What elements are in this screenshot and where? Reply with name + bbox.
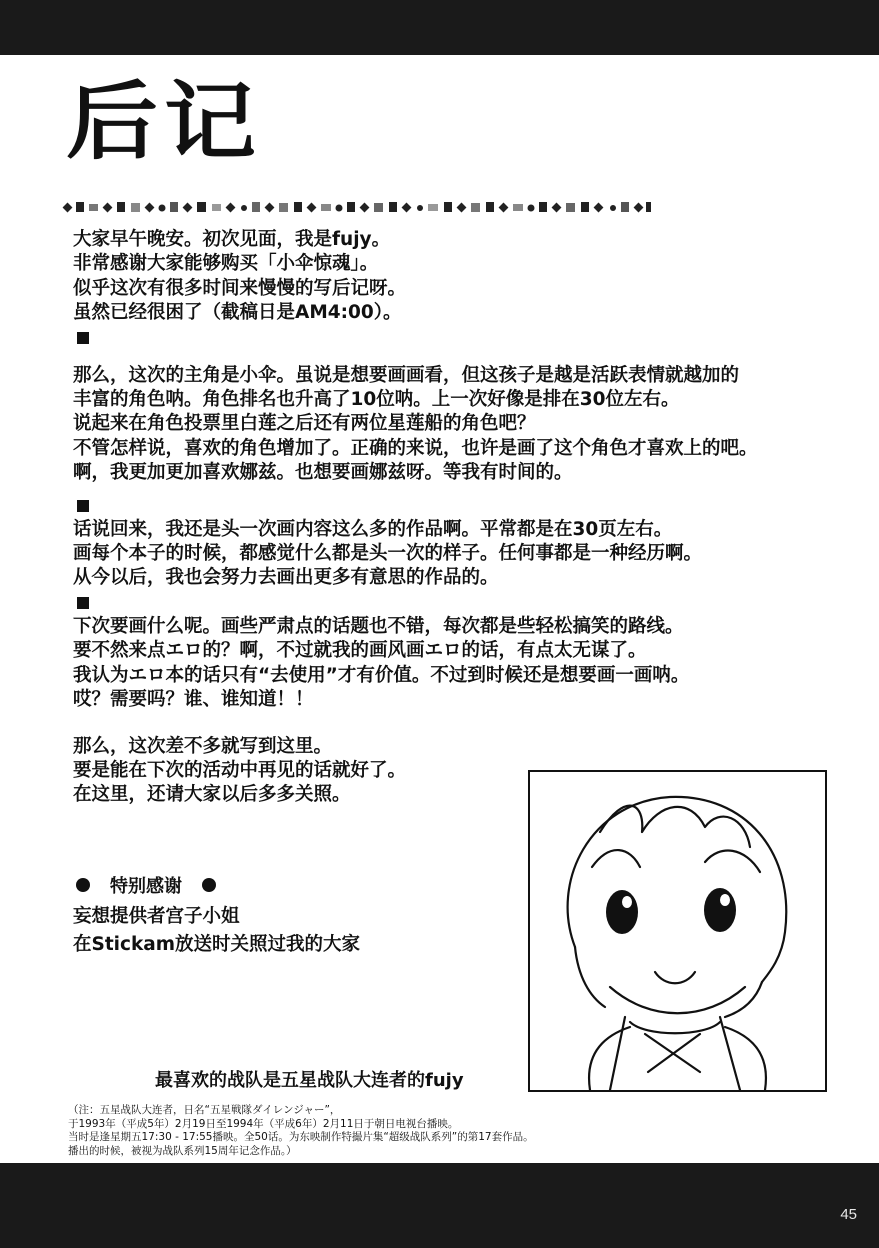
text-line: 啊，我更加更加喜欢娜兹。也想要画娜兹呀。等我有时间的。 bbox=[73, 462, 573, 484]
translator-note bbox=[68, 1104, 534, 1158]
text-line: 哎？需要吗？谁、谁知道！！ bbox=[73, 689, 314, 711]
character-drawing-icon bbox=[530, 772, 825, 1090]
text-line: 说起来在角色投票里白莲之后还有两位星莲船的角色吧？ bbox=[73, 413, 536, 435]
text-line: 似乎这次有很多时间来慢慢的写后记呀。 bbox=[73, 277, 407, 299]
text-line: 从今以后，我也会努力去画出更多有意思的作品的。 bbox=[73, 567, 499, 589]
decorative-divider bbox=[62, 197, 652, 217]
text-line: 在这里，还请大家以后多多关照。 bbox=[73, 784, 351, 806]
text-line: 下次要画什么呢。画些严肃点的话题也不错，每次都是些轻松搞笑的路线。 bbox=[73, 615, 684, 637]
note-line: 当时是逢星期五17:30 - 17:55播映。全50话。为东映制作特撮片集“超级战队系列”的第17套作品。 bbox=[68, 1131, 534, 1143]
bullet-dot-icon bbox=[76, 878, 90, 892]
text-line: 要不然来点エロ的？啊，不过就我的画风画エロ的话，有点太无谋了。 bbox=[73, 640, 647, 662]
afterword-body bbox=[73, 228, 863, 808]
page-title: 后记 bbox=[66, 72, 263, 172]
text-line: 话说回来，我还是头一次画内容这么多的作品啊。平常都是在30页左右。 bbox=[73, 518, 673, 540]
text-line: 画每个本子的时候，都感觉什么都是头一次的样子。任何事都是一种经历啊。 bbox=[73, 543, 703, 565]
text-line: 那么，这次差不多就写到这里。 bbox=[73, 735, 333, 757]
text-line: 丰富的角色呐。角色排名也升高了10位呐。上一次好像是排在30位左右。 bbox=[73, 389, 680, 411]
page-number: 45 bbox=[840, 1206, 857, 1223]
text-line: 大家早午晚安。初次见面，我是fujy。 bbox=[73, 229, 391, 250]
text-line: 非常感谢大家能够购买「小伞惊魂」。 bbox=[73, 253, 379, 275]
note-line: （注：五星战队大连者，日名“五星戦隊ダイレンジャー”， bbox=[68, 1104, 341, 1116]
bottom-border-bar bbox=[0, 1163, 879, 1248]
special-thanks-list bbox=[73, 903, 360, 959]
bullet-dot-icon bbox=[202, 878, 216, 892]
text-line: 要是能在下次的活动中再见的话就好了。 bbox=[73, 759, 407, 781]
note-line: 播出的时候，被视为战队系列15周年记念作品。） bbox=[68, 1144, 297, 1157]
text-line: 我认为エロ本的话只有“去使用”才有价值。不过到时候还是想要画一画呐。 bbox=[73, 664, 690, 686]
character-illustration bbox=[528, 770, 827, 1092]
text-line: 那么，这次的主角是小伞。虽说是想要画画看，但这孩子是越是活跃表情就越加的 bbox=[73, 364, 740, 386]
section-mark bbox=[77, 332, 89, 344]
thanks-line: 妄想提供者宫子小姐 bbox=[73, 906, 240, 927]
special-thanks-heading bbox=[76, 872, 216, 898]
special-thanks-label: 特别感谢 bbox=[110, 876, 182, 897]
note-line: 于1993年（平成5年）2月19日至1994年（平成6年）2月11日于朝日电视台播映。 bbox=[68, 1117, 459, 1130]
section-mark bbox=[77, 500, 89, 512]
signature-caption: 最喜欢的战队是五星战队大连者的fujy bbox=[155, 1070, 464, 1091]
top-border-bar bbox=[0, 0, 879, 55]
thanks-line: 在Stickam放送时关照过我的大家 bbox=[73, 934, 361, 955]
section-mark bbox=[77, 597, 89, 609]
text-line: 不管怎样说，喜欢的角色增加了。正确的来说，也许是画了这个角色才喜欢上的吧。 bbox=[73, 437, 758, 459]
text-line: 虽然已经很困了（截稿日是AM4:00）。 bbox=[73, 302, 402, 324]
